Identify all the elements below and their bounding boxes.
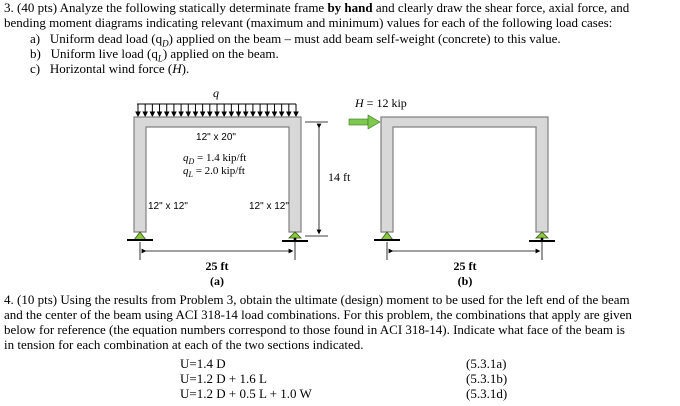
load-arrow-head — [165, 112, 169, 116]
problem3-line1: 3. (40 pts) Analyze the following statically determinate frame by hand and clearly draw the shear force, axial force, and — [4, 0, 630, 15]
frame-b — [381, 117, 548, 232]
roller-support-right-b — [529, 232, 555, 241]
span-label-b: 25 ft — [453, 259, 477, 273]
roller-support-right — [282, 232, 308, 241]
combo-1-ref: (5.3.1a) — [466, 356, 507, 371]
pin-support-left — [127, 232, 153, 240]
load-arrow-head — [215, 112, 219, 116]
load-arrow-head — [251, 112, 255, 116]
combo-3-ref: (5.3.1d) — [466, 386, 508, 401]
combo-2-ref: (5.3.1b) — [466, 371, 508, 386]
load-arrow-head — [201, 112, 205, 116]
load-arrow-head — [237, 112, 241, 116]
load-arrow-head — [272, 112, 276, 116]
load-arrow-head — [208, 112, 212, 116]
load-q-label: q — [213, 86, 219, 100]
load-arrow-head — [294, 112, 298, 116]
wind-force-arrow — [349, 115, 380, 129]
case-b: b) Uniform live load $(q_L)$ applied on the beam. — [30, 46, 279, 64]
load-arrow-head — [280, 112, 284, 116]
case-a: a) Uniform dead load $(q_D)$ applied on the beam – must add beam self-weight (concrete) to this value. — [30, 31, 561, 49]
load-arrow-head — [186, 112, 190, 116]
beam-size-label: 12" x 20" — [196, 132, 236, 143]
load-arrow-head — [258, 112, 262, 116]
distributed-load-arrows — [136, 104, 298, 116]
load-arrow-head — [150, 112, 154, 116]
pin-support-left-b — [374, 232, 400, 240]
load-arrow-head — [143, 112, 147, 116]
load-arrow-head — [222, 112, 226, 116]
case-c: c) Horizontal wind force (H). — [30, 61, 190, 76]
load-arrow-head — [193, 112, 197, 116]
height-dimension — [305, 122, 328, 236]
problem3-line2: bending moment diagrams indicating relevant (maximum and minimum) values for each of the following load cases: — [4, 15, 613, 30]
span-dimension-b — [387, 242, 542, 260]
caption-a: (a) — [210, 274, 224, 288]
problem4-line3: below for reference (the equation numbers correspond to those found in ACI 318-14). Indicate what face of the beam is — [4, 322, 625, 337]
load-arrow-head — [179, 112, 183, 116]
load-arrow-head — [244, 112, 248, 116]
left-column-size: 12" x 12" — [148, 201, 188, 212]
caption-b: (b) — [457, 274, 473, 288]
right-column-size: 12" x 12" — [249, 201, 289, 212]
problem4-line2: and the center of the beam using ACI 318-14 load combinations. For this problem, the combinations that apply are given — [4, 307, 632, 322]
span-dimension-a — [140, 242, 295, 260]
load-arrow-head — [229, 112, 233, 116]
figure-a — [127, 86, 351, 288]
load-arrow-head — [136, 112, 140, 116]
figure-b — [349, 96, 555, 288]
problem4-line4: in tension for each combination at each of the two sections indicated. — [4, 337, 364, 352]
load-arrow-head — [158, 112, 162, 116]
combo-2: U=1.2 D + 1.6 L — [180, 371, 267, 386]
qd-label: $q_D = 1.4$ kip/ft — [183, 152, 247, 166]
load-arrow-head — [265, 112, 269, 116]
problem4-line1: 4. (10 pts) Using the results from Problem 3, obtain the ultimate (design) moment to be used for the left end of the beam — [4, 292, 630, 307]
wind-force-label: H = 12 kip — [355, 96, 407, 110]
combo-1: U=1.4 D — [180, 356, 226, 371]
height-dimension-label: 14 ft — [328, 170, 351, 184]
span-label-a: 25 ft — [205, 259, 229, 273]
combo-3: U=1.2 D + 0.5 L + 1.0 W — [180, 386, 312, 401]
ql-label: $q_L = 2.0$ kip/ft — [183, 165, 245, 179]
load-arrow-head — [287, 112, 291, 116]
load-arrow-head — [172, 112, 176, 116]
